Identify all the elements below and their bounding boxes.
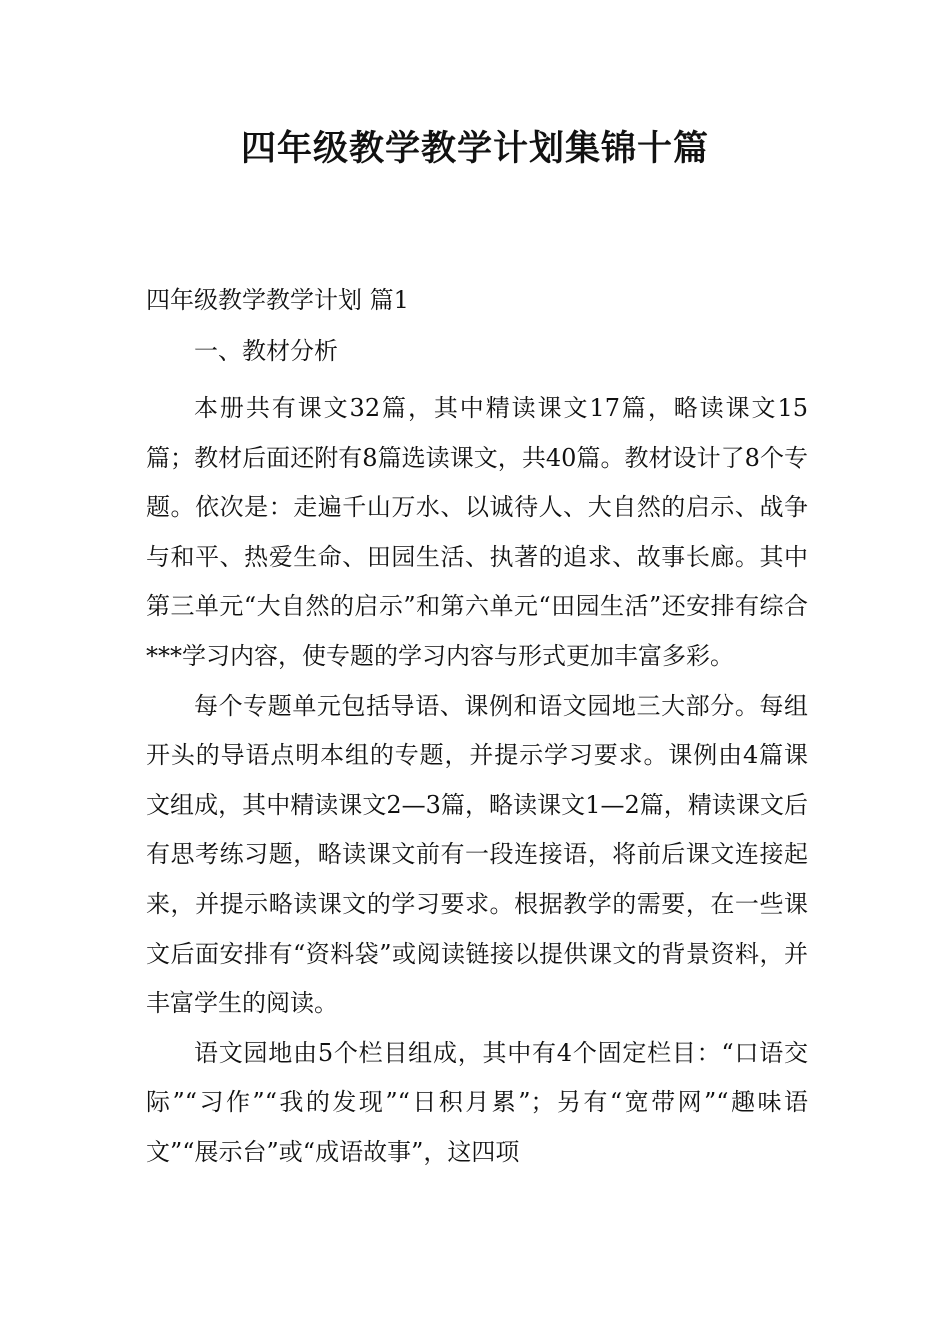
section-heading: 四年级教学教学计划 篇1 xyxy=(146,286,409,314)
subheading-textbook-analysis: 一、教材分析 xyxy=(194,337,338,365)
paragraph-2: 每个专题单元包括导语、课例和语文园地三大部分。每组开头的导语点明本组的专题，并提示学习要求。课例由4篇课文组成，其中精读课文2—3篇，略读课文1—2篇，精读课文后有思考练习题，略读课文前有一段连接语，将前后课文连接起来，并提示略读课文的学习要求。根据教学的需要，在一些课文后面安排有“资料袋”或阅读链接以提供课文的背景资料，并丰富学生的阅读。 xyxy=(146,691,808,1018)
document-title: 四年级教学教学计划集锦十篇 xyxy=(240,129,709,169)
paragraph-1: 本册共有课文32篇，其中精读课文17篇，略读课文15篇；教材后面还附有8篇选读课文，共40篇。教材设计了8个专题。依次是：走遍千山万水、以诚待人、大自然的启示、战争与和平、热爱生命、田园生活、执著的追求、故事长廊。其中第三单元“大自然的启示”和第六单元“田园生活”还安排有综合***学习内容，使专题的学习内容与形式更加丰富多彩。 xyxy=(146,394,808,670)
document-body xyxy=(146,282,808,1178)
paragraph-3: 语文园地由5个栏目组成，其中有4个固定栏目：“口语交际”“习作”“我的发现”“日积月累”；另有“宽带网”“趣味语文”“展示台”或“成语故事”，这四项 xyxy=(146,1038,808,1166)
